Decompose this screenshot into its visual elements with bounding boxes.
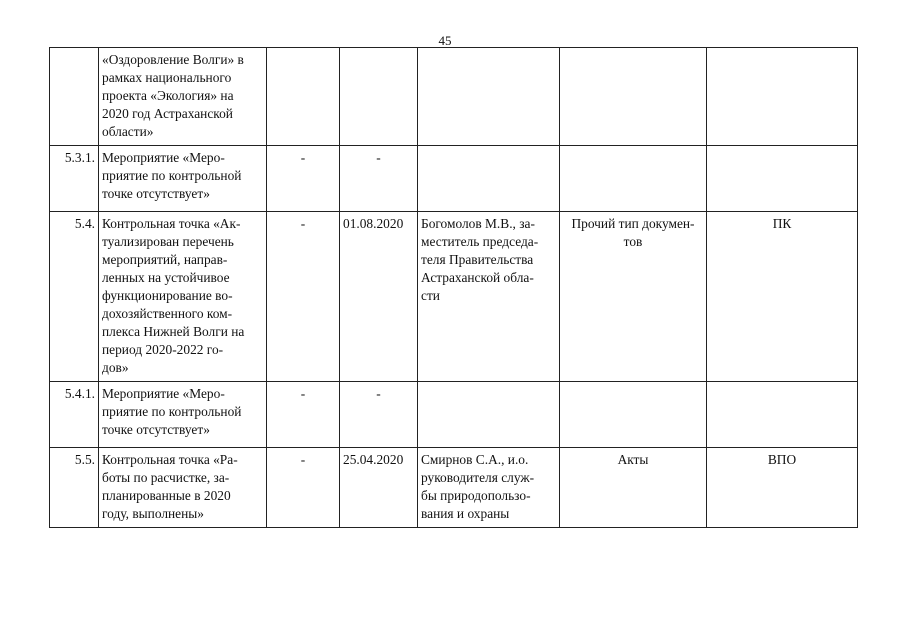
row-name: Контрольная точка «Ра- боты по расчистке, за- планированные в 2020 году, выполнены»	[99, 448, 267, 528]
row-responsible	[418, 48, 560, 146]
table-row	[50, 146, 858, 212]
row-name: Контрольная точка «Ак- туализирован перечень мероприятий, направ- ленных на устойчивое функционирование во- дохозяйственного ком- плекса Нижней Волги на период 2020-2022 го- дов»	[99, 212, 267, 382]
row-start: -	[267, 448, 340, 528]
row-responsible: Смирнов С.А., и.о. руководителя служ- бы природопользо- вания и охраны	[418, 448, 560, 528]
row-number: 5.4.	[50, 212, 99, 382]
row-responsible: Богомолов М.В., за- меститель председа- теля Правительства Астраханской обла- сти	[418, 212, 560, 382]
row-end	[340, 48, 418, 146]
row-level: ВПО	[707, 448, 858, 528]
row-number: 5.5.	[50, 448, 99, 528]
row-number: 5.3.1.	[50, 146, 99, 212]
table-row	[50, 448, 858, 528]
row-name: «Оздоровление Волги» в рамках национального проекта «Экология» на 2020 год Астраханской области»	[99, 48, 267, 146]
row-name: Мероприятие «Меро- приятие по контрольной точке отсутствует»	[99, 146, 267, 212]
row-number	[50, 48, 99, 146]
table-row	[50, 212, 858, 382]
table-row	[50, 48, 858, 146]
row-doc-type	[560, 146, 707, 212]
table-row	[50, 382, 858, 448]
row-end: -	[340, 382, 418, 448]
row-doc-type: Прочий тип докумен- тов	[560, 212, 707, 382]
row-doc-type: Акты	[560, 448, 707, 528]
page-number: 45	[438, 33, 452, 48]
row-doc-type	[560, 382, 707, 448]
row-doc-type	[560, 48, 707, 146]
row-level: ПК	[707, 212, 858, 382]
row-start: -	[267, 212, 340, 382]
row-responsible	[418, 146, 560, 212]
row-level	[707, 48, 858, 146]
row-number: 5.4.1.	[50, 382, 99, 448]
row-end: 01.08.2020	[340, 212, 418, 382]
row-responsible	[418, 382, 560, 448]
row-end: 25.04.2020	[340, 448, 418, 528]
row-name: Мероприятие «Меро- приятие по контрольной точке отсутствует»	[99, 382, 267, 448]
row-start: -	[267, 146, 340, 212]
row-level	[707, 146, 858, 212]
row-end: -	[340, 146, 418, 212]
row-start: -	[267, 382, 340, 448]
row-level	[707, 382, 858, 448]
plan-table	[49, 47, 858, 528]
row-start	[267, 48, 340, 146]
